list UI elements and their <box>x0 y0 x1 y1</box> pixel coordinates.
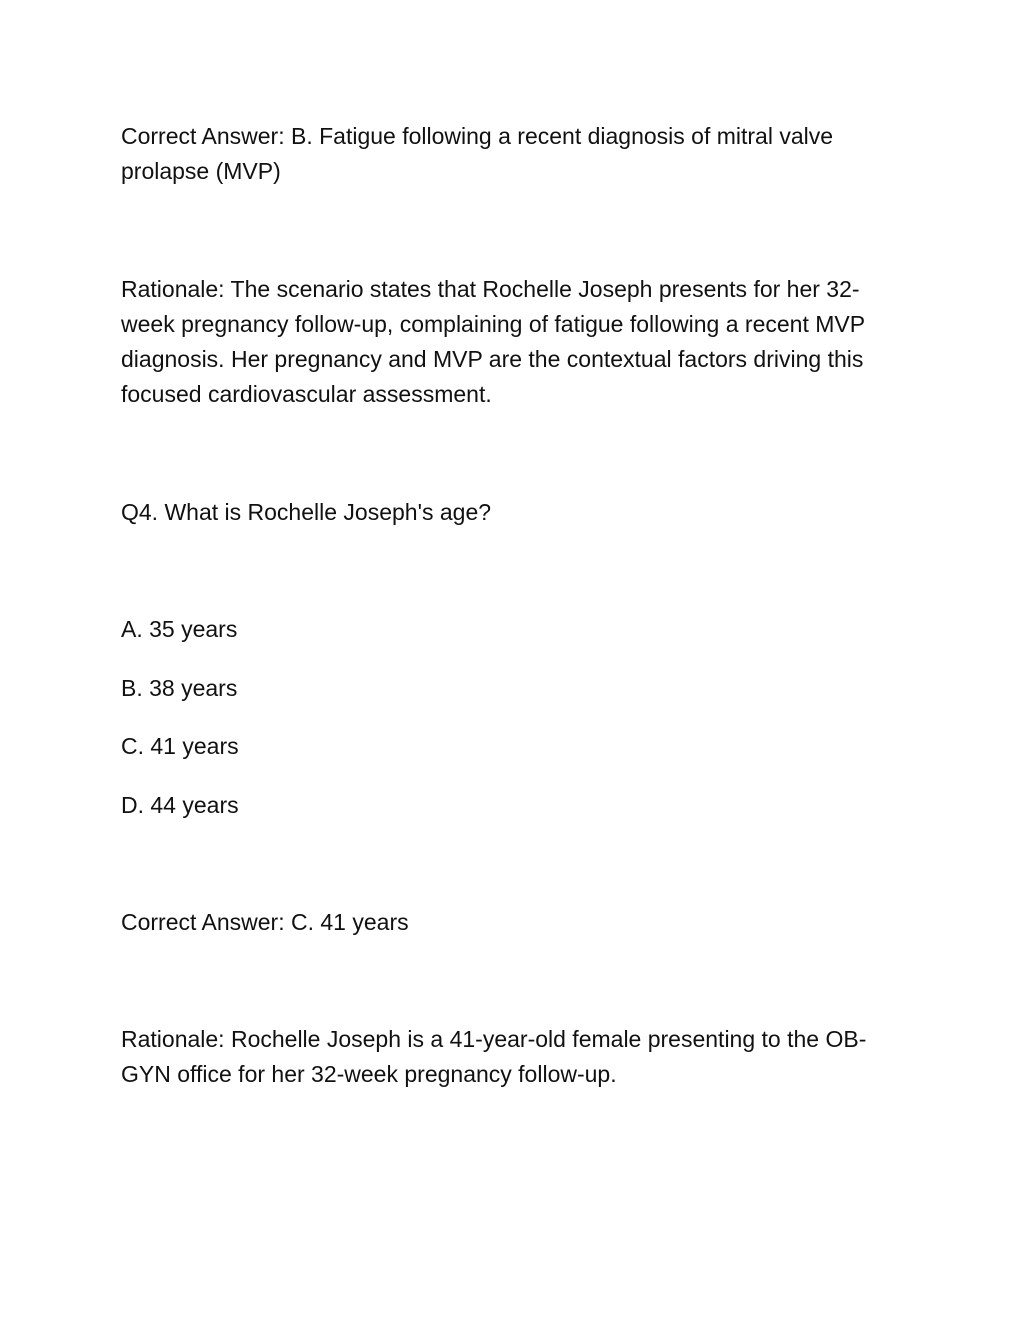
option-c: C. 41 years <box>121 733 239 759</box>
previous-correct-answer: Correct Answer: B. Fatigue following a recent diagnosis of mitral valve prolapse (MVP) <box>121 123 834 184</box>
previous-rationale: Rationale: The scenario states that Rochelle Joseph presents for her 32-week pregnancy follow-up, complaining of fatigue following a recent MVP diagnosis. Her pregnancy and MVP are the contextual factors driving this focused cardiovascular assessment. <box>121 276 865 407</box>
option-a: A. 35 years <box>121 616 238 642</box>
option-d: D. 44 years <box>121 792 239 818</box>
question-text: Q4. What is Rochelle Joseph's age? <box>121 499 492 525</box>
rationale: Rationale: Rochelle Joseph is a 41-year-old female presenting to the OB-GYN office for her 32-week pregnancy follow-up. <box>121 1026 867 1087</box>
option-b: B. 38 years <box>121 675 238 701</box>
correct-answer: Correct Answer: C. 41 years <box>121 909 409 935</box>
